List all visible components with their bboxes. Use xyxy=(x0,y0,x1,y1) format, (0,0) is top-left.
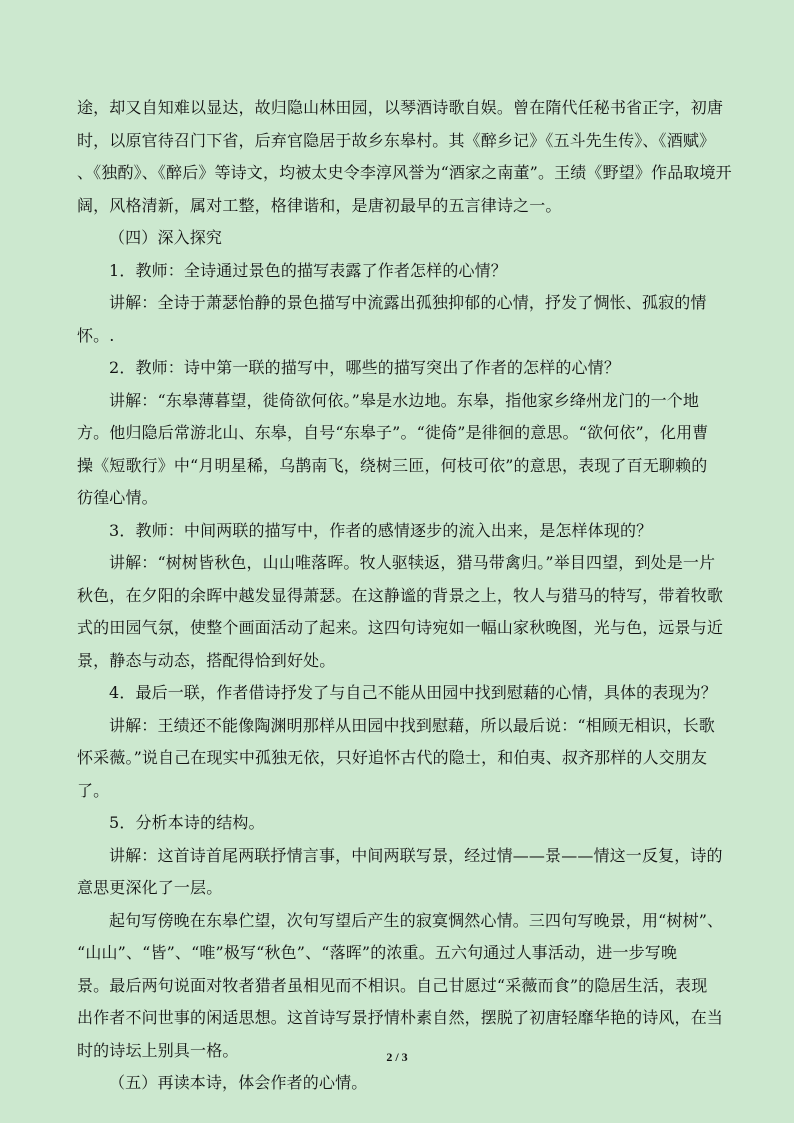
answer-3-line-4: 景，静态与动态，搭配得恰到好处。 xyxy=(77,650,336,670)
analysis-line-5: 时的诗坛上别具一格。 xyxy=(77,1040,239,1060)
answer-4-line-1: 讲解：王绩还不能像陶渊明那样从田园中找到慰藉，所以最后说：“相顾无相识，长歌 xyxy=(109,715,715,735)
page-number: 2 / 3 xyxy=(386,1050,408,1064)
question-1: 1．教师：全诗通过景色的描写表露了作者怎样的心情？ xyxy=(109,260,507,280)
document-body xyxy=(77,92,732,1100)
analysis-line-2: “山山”、“皆”、“唯”极写“秋色”、“落晖”的浓重。五六句通过人事活动，进一步写晚 xyxy=(77,943,678,962)
text-line-3: 、《独酌》、《醉后》等诗文，均被太史令李淳风誉为“酒家之南董”。王绩《野望》作品取境开 xyxy=(77,163,732,182)
question-5: 5．分析本诗的结构。 xyxy=(109,813,265,832)
text-line-1: 途，却又自知难以显达，故归隐山林田园，以琴酒诗歌自娱。曾在隋代任秘书省正字，初唐 xyxy=(77,98,724,117)
question-2: 2．教师：诗中第一联的描写中，哪些的描写突出了作者的怎样的心情？ xyxy=(109,358,620,377)
section-heading-5: （五）再读本诗，体会作者的心情。 xyxy=(109,1073,368,1092)
text-line-2: 时，以原官待召门下省，后弃官隐居于故乡东皋村。其《醉乡记》《五斗先生传》、《酒赋》 xyxy=(77,130,716,150)
answer-3-line-2: 秋色，在夕阳的余晖中越发显得萧瑟。在这静谧的背景之上，牧人与猎马的特写，带着牧歌 xyxy=(77,585,724,605)
text-line-4: 阔，风格清新，属对工整，格律谐和，是唐初最早的五言律诗之一。 xyxy=(77,195,562,215)
answer-3-line-1: 讲解：“树树皆秋色，山山唯落晖。牧人驱犊返，猎马带禽归。”举目四望，到处是一片 xyxy=(109,553,716,572)
question-4: 4．最后一联，作者借诗抒发了与自己不能从田园中找到慰藉的心情，具体的表现为？ xyxy=(109,683,717,702)
answer-5-line-1: 讲解：这首诗首尾两联抒情言事，中间两联写景，经过情——景——情这一反复，诗的 xyxy=(109,845,723,865)
analysis-line-3: 景。最后两句说面对牧者猎者虽相见而不相识。自己甘愿过“采薇而食”的隐居生活，表现 xyxy=(77,975,708,995)
answer-2-line-2: 方。他归隐后常游北山、东皋，自号“东皋子”。“徙倚”是徘徊的意思。“欲何依”，化用曹 xyxy=(77,423,709,442)
analysis-line-1: 起句写傍晚在东皋伫望，次句写望后产生的寂寞惆然心情。三四句写晚景，用“树树”、 xyxy=(109,910,724,930)
question-3: 3．教师：中间两联的描写中，作者的感情逐步的流入出来，是怎样体现的？ xyxy=(109,520,653,540)
answer-4-line-2: 怀采薇。”说自己在现实中孤独无依，只好追怀古代的隐士，和伯夷、叔齐那样的人交朋友 xyxy=(77,748,708,767)
answer-1-line-2: 怀。. xyxy=(77,325,115,345)
answer-4-line-3: 了。 xyxy=(77,780,110,800)
section-heading-4: （四）深入探究 xyxy=(109,228,223,247)
answer-2-line-4: 彷徨心情。 xyxy=(77,488,158,507)
answer-5-line-2: 意思更深化了一层。 xyxy=(77,878,223,897)
answer-2-line-3: 操《短歌行》中“月明星稀，乌鹊南飞，绕树三匝，何枝可依”的意思，表现了百无聊赖的 xyxy=(77,455,708,475)
answer-3-line-3: 式的田园气氛，使整个画面活动了起来。这四句诗宛如一幅山家秋晚图，光与色，远景与近 xyxy=(77,618,724,637)
answer-2-line-1: 讲解：“东皋薄暮望，徙倚欲何依。”皋是水边地。东皋，指他家乡绛州龙门的一个地 xyxy=(109,390,700,410)
answer-1-line-1: 讲解：全诗于萧瑟怡静的景色描写中流露出孤独抑郁的心情，抒发了惆怅、孤寂的情 xyxy=(109,293,707,312)
analysis-line-4: 出作者不问世事的闲适思想。这首诗写景抒情朴素自然，摆脱了初唐轻靡华艳的诗风，在当 xyxy=(77,1008,724,1027)
